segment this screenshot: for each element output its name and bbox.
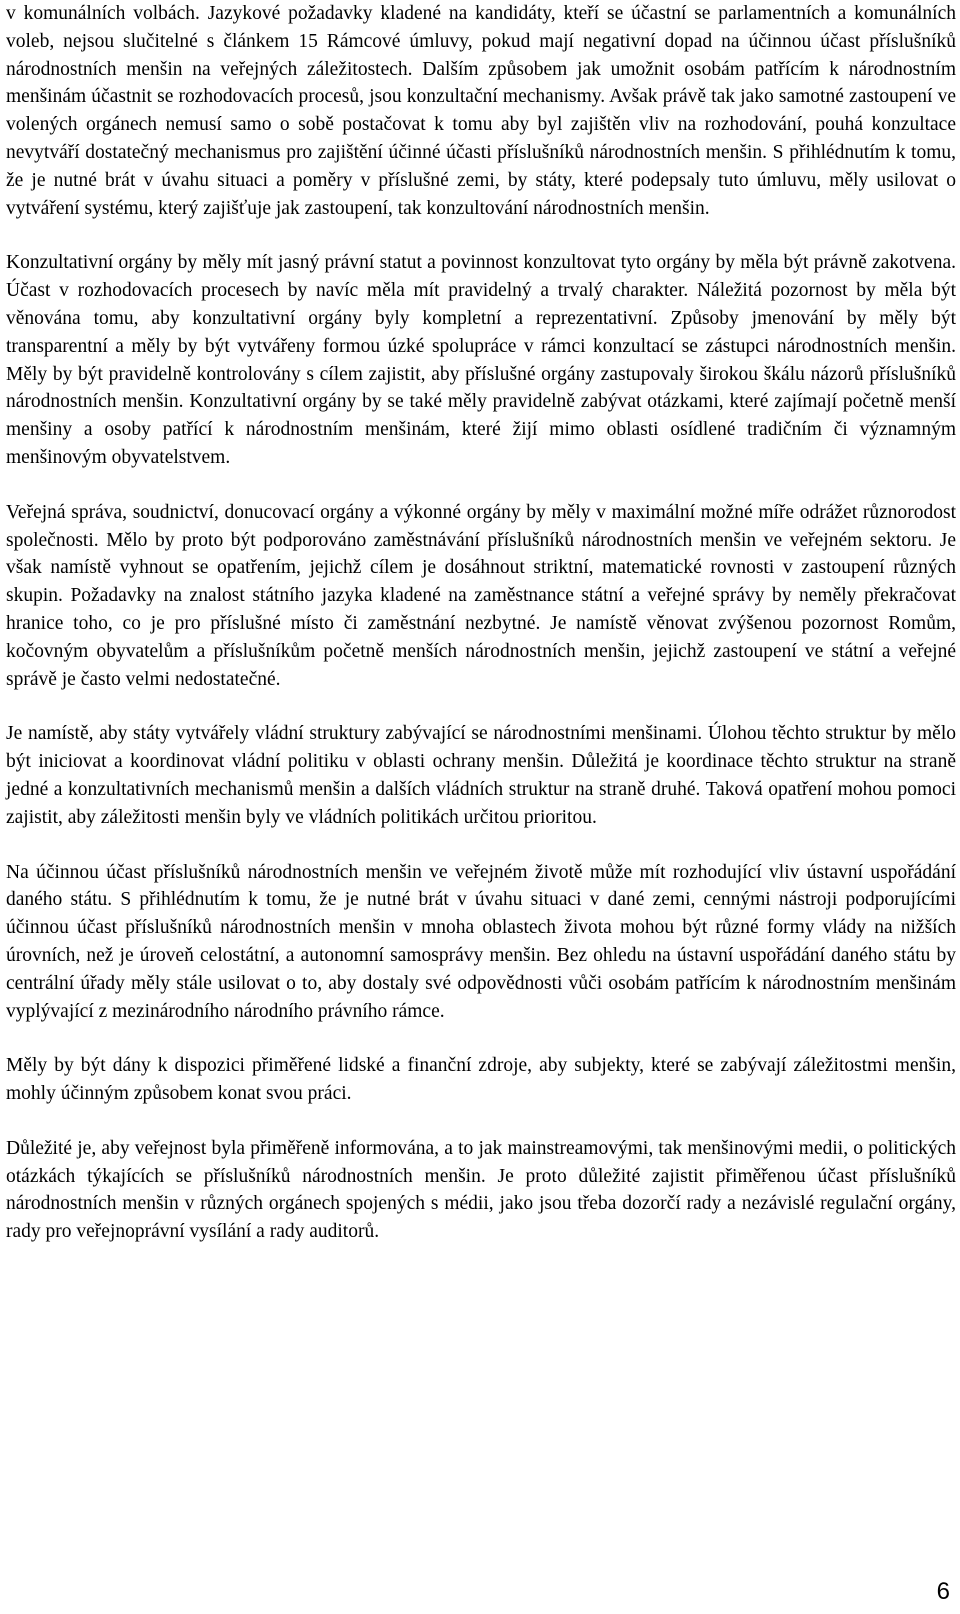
paragraph-7: Důležité je, aby veřejnost byla přiměřeně informována, a to jak mainstreamovými, tak menšinovými medii, o politických otázkách týkajících se příslušníků národnostních menšin. Je proto důležité zajistit přiměřenou účast příslušníků národnostních menšin v různých orgánech spojených s médii, jako jsou třeba dozorčí rady a nezávislé regulační orgány, rady pro veřejnoprávní vysílání a rady auditorů.: [6, 1137, 956, 1243]
paragraph-3: Veřejná správa, soudnictví, donucovací orgány a výkonné orgány by měly v maximální možné míře odrážet různorodost společnosti. Mělo by proto být podporováno zaměstnávání příslušníků národnostních menšin ve veřejném sektoru. Je však namístě vyhnout se opatřením, jejichž cílem je dosáhnout striktní, matematické rovnosti v zastoupení různých skupin. Požadavky na znalost státního jazyka kladené na zaměstnance státní a veřejné správy by neměly překračovat hranice toho, co je pro příslušné místo či zaměstnání nezbytné. Je namístě věnovat zvýšenou pozornost Romům, kočovným obyvatelům a příslušníkům početně menších národnostních menšin, jejichž zastoupení ve státní a veřejné správě je často velmi nedostatečné.: [6, 501, 956, 690]
document-body: [6, 0, 956, 1246]
paragraph-4: Je namístě, aby státy vytvářely vládní struktury zabývající se národnostními menšinami. Úlohou těchto struktur by mělo být iniciovat a koordinovat vládní politiku v oblasti ochrany menšin. Důležitá je koordinace těchto struktur na straně jedné a konzultativních mechanismů menšin a dalších vládních struktur na straně druhé. Taková opatření mohou pomoci zajistit, aby záležitosti menšin byly ve vládních politikách určitou prioritou.: [6, 723, 956, 828]
paragraph-1: v komunálních volbách. Jazykové požadavky kladené na kandidáty, kteří se účastní se parlamentních a komunálních voleb, nejsou slučitelné s článkem 15 Rámcové úmluvy, pokud mají negativní dopad na účinnou účast příslušníků národnostních menšin na veřejných záležitostech. Dalším způsobem jak umožnit osobám patřícím k národnostním menšinám účastnit se rozhodovacích procesů, jsou konzultační mechanismy. Avšak právě tak jako samotné zastoupení ve volených orgánech nemusí samo o sobě postačovat k tomu aby byl zajištěn vliv na rozhodování, pouhá konzultace nevytváří dostatečný mechanismus pro zajištění účinné účasti příslušníků národnostních menšin. S přihlédnutím k tomu, že je nutné brát v úvahu situaci a poměry v příslušné zemi, by státy, které podepsaly tuto úmluvu, měly usilovat o vytváření systému, který zajišťuje jak zastoupení, tak konzultování národnostních menšin.: [6, 3, 956, 219]
paragraph-2: Konzultativní orgány by měly mít jasný právní statut a povinnost konzultovat tyto orgány by měla být právně zakotvena. Účast v rozhodovacích procesech by navíc měla mít pravidelný a trvalý charakter. Náležitá pozornost by měla být věnována tomu, aby konzultativní orgány byly kompletní a reprezentativní. Způsoby jmenování by měly být transparentní a měly by být vytvářeny formou úzké spolupráce v rámci konzultací se zástupci národnostních menšin. Měly by být pravidelně kontrolovány s cílem zajistit, aby příslušné orgány zastupovaly širokou škálu názorů příslušníků národnostních menšin. Konzultativní orgány by se také měly pravidelně zabývat otázkami, které zajímají početně menší menšiny a osoby patřící k národnostním menšinám, které žijí mimo oblasti osídlené tradičním či významným menšinovým obyvatelstvem.: [6, 252, 956, 468]
paragraph-6: Měly by být dány k dispozici přiměřené lidské a finanční zdroje, aby subjekty, které se zabývají záležitostmi menšin, mohly účinným způsobem konat svou práci.: [6, 1055, 956, 1105]
paragraph-5: Na účinnou účast příslušníků národnostních menšin ve veřejném životě může mít rozhodující vliv ústavní uspořádání daného státu. S přihlédnutím k tomu, že je nutné brát v úvahu situaci v dané zemi, cennými nástroji podporujícími účinnou účast příslušníků národnostních menšin v mnoha oblastech života mohou být různé formy vlády na nižších úrovních, než je úroveň celostátní, a autonomní samosprávy menšin. Bez ohledu na ústavní uspořádání daného státu by centrální úřady měly stále usilovat o to, aby dostaly své odpovědnosti vůči osobám patřícím k národnostním menšinám vyplývající z mezinárodního národního právního rámce.: [6, 861, 956, 1022]
page-number: 6: [936, 1578, 950, 1605]
